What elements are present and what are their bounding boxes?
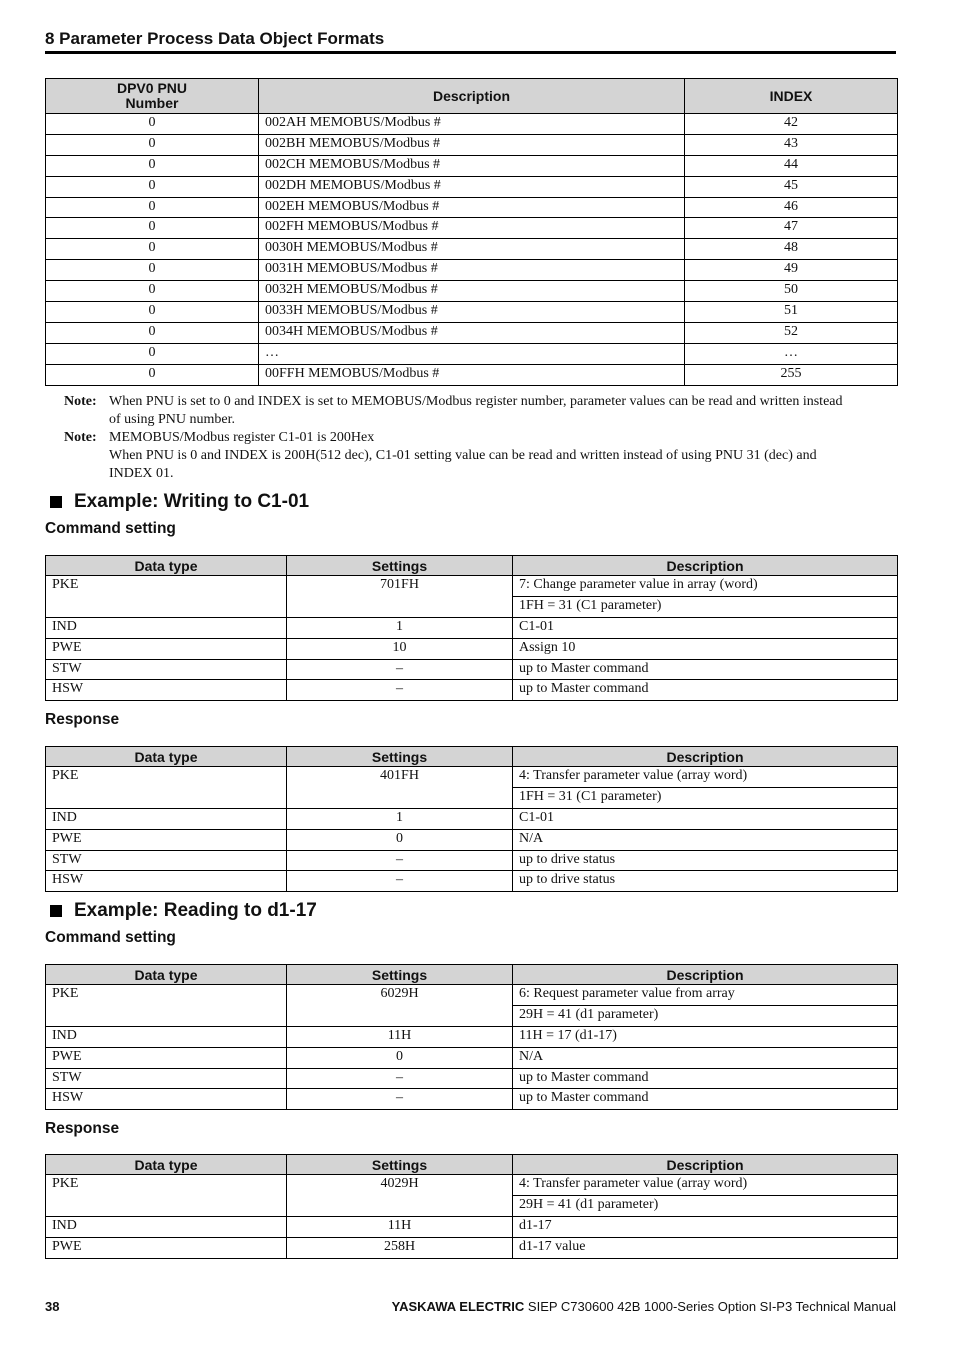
index-cell: 48 bbox=[685, 239, 898, 260]
description-cell: 29H = 41 (d1 parameter) bbox=[513, 1005, 898, 1026]
description-cell: 002CH MEMOBUS/Modbus # bbox=[259, 155, 685, 176]
table-row bbox=[46, 871, 898, 892]
section-heading-read bbox=[50, 900, 317, 922]
description-cell: d1-17 value bbox=[513, 1237, 898, 1258]
data-type-cell: STW bbox=[46, 659, 287, 680]
description-cell: 4: Transfer parameter value (array word) bbox=[513, 767, 898, 788]
table-row bbox=[46, 680, 898, 701]
header-row bbox=[46, 556, 898, 576]
column-header-settings: Settings bbox=[287, 1155, 513, 1175]
column-header-description: Description bbox=[513, 556, 898, 576]
description-cell: C1-01 bbox=[513, 617, 898, 638]
data-type-cell: IND bbox=[46, 1026, 287, 1047]
description-cell: 4: Transfer parameter value (array word) bbox=[513, 1175, 898, 1196]
square-bullet-icon bbox=[50, 905, 62, 917]
pnu-cell: 0 bbox=[46, 281, 259, 302]
settings-cell: 11H bbox=[287, 1216, 513, 1237]
description-cell: N/A bbox=[513, 1047, 898, 1068]
settings-cell: – bbox=[287, 659, 513, 680]
table-row bbox=[46, 829, 898, 850]
table-row bbox=[46, 850, 898, 871]
table-row bbox=[46, 218, 898, 239]
description-cell: … bbox=[259, 343, 685, 364]
description-cell: 0034H MEMOBUS/Modbus # bbox=[259, 322, 685, 343]
description-cell: 1FH = 31 (C1 parameter) bbox=[513, 596, 898, 617]
pnu-cell: 0 bbox=[46, 260, 259, 281]
settings-cell: 401FH bbox=[287, 767, 513, 809]
footer-manual-title bbox=[392, 1299, 896, 1314]
write-command-heading: Command setting bbox=[45, 520, 176, 537]
read-response-heading: Response bbox=[45, 1120, 120, 1137]
footer-manual-text: SIEP C730600 42B 1000-Series Option SI-P3 Technical Manual bbox=[524, 1299, 896, 1314]
description-cell: up to drive status bbox=[513, 850, 898, 871]
description-cell: 00FFH MEMOBUS/Modbus # bbox=[259, 364, 685, 385]
column-header-dpv0-pnu-text: DPV0 PNU Number bbox=[116, 80, 188, 111]
description-cell: up to drive status bbox=[513, 871, 898, 892]
page-header-title: 8 Parameter Process Data Object Formats bbox=[45, 29, 896, 54]
settings-cell: 258H bbox=[287, 1237, 513, 1258]
settings-cell: 0 bbox=[287, 1047, 513, 1068]
description-cell: 0032H MEMOBUS/Modbus # bbox=[259, 281, 685, 302]
index-cell: 50 bbox=[685, 281, 898, 302]
index-cell: 47 bbox=[685, 218, 898, 239]
pnu-cell: 0 bbox=[46, 134, 259, 155]
description-cell: N/A bbox=[513, 829, 898, 850]
settings-cell: – bbox=[287, 1089, 513, 1110]
column-header-description: Description bbox=[513, 1155, 898, 1175]
table-row bbox=[46, 1089, 898, 1110]
column-header-data-type: Data type bbox=[46, 556, 287, 576]
index-cell: 52 bbox=[685, 322, 898, 343]
write-response-heading: Response bbox=[45, 711, 120, 728]
read-response-table bbox=[45, 1154, 898, 1259]
data-type-cell: HSW bbox=[46, 1089, 287, 1110]
note-2 bbox=[64, 429, 854, 483]
description-cell: 0031H MEMOBUS/Modbus # bbox=[259, 260, 685, 281]
column-header-index: INDEX bbox=[685, 79, 898, 114]
data-type-cell: PKE bbox=[46, 767, 287, 809]
pnu-cell: 0 bbox=[46, 239, 259, 260]
table-row bbox=[46, 302, 898, 323]
data-type-cell: PKE bbox=[46, 576, 287, 618]
pnu-cell: 0 bbox=[46, 218, 259, 239]
description-cell: C1-01 bbox=[513, 808, 898, 829]
data-type-cell: PWE bbox=[46, 1237, 287, 1258]
section-heading-write-text: Example: Writing to C1-01 bbox=[74, 491, 310, 512]
index-cell: 44 bbox=[685, 155, 898, 176]
settings-cell: – bbox=[287, 850, 513, 871]
note-1-line-1: When PNU is set to 0 and INDEX is set to MEMOBUS/Modbus register number, parameter values can be read and written instead of using PNU number. bbox=[109, 394, 843, 427]
read-command-table bbox=[45, 964, 898, 1110]
data-type-cell: HSW bbox=[46, 871, 287, 892]
table-row bbox=[46, 808, 898, 829]
settings-cell: 4029H bbox=[287, 1175, 513, 1217]
description-cell: 1FH = 31 (C1 parameter) bbox=[513, 787, 898, 808]
description-cell: 6: Request parameter value from array bbox=[513, 985, 898, 1006]
table-row bbox=[46, 155, 898, 176]
column-header-data-type: Data type bbox=[46, 747, 287, 767]
settings-cell: – bbox=[287, 871, 513, 892]
description-cell: 11H = 17 (d1-17) bbox=[513, 1026, 898, 1047]
note-2-line-1: MEMOBUS/Modbus register C1-01 is 200Hex bbox=[109, 430, 375, 445]
data-type-cell: PWE bbox=[46, 829, 287, 850]
square-bullet-icon bbox=[50, 496, 62, 508]
column-header-dpv0-pnu bbox=[46, 79, 259, 114]
table-row bbox=[46, 1047, 898, 1068]
index-cell: 51 bbox=[685, 302, 898, 323]
table-row bbox=[46, 239, 898, 260]
pnu-cell: 0 bbox=[46, 176, 259, 197]
description-cell: up to Master command bbox=[513, 1068, 898, 1089]
read-command-heading: Command setting bbox=[45, 929, 176, 946]
pnu-index-table bbox=[45, 78, 898, 386]
column-header-settings: Settings bbox=[287, 556, 513, 576]
pnu-cell: 0 bbox=[46, 155, 259, 176]
pnu-cell: 0 bbox=[46, 322, 259, 343]
table-row bbox=[46, 1026, 898, 1047]
table-row bbox=[46, 1175, 898, 1196]
settings-cell: 701FH bbox=[287, 576, 513, 618]
data-type-cell: IND bbox=[46, 617, 287, 638]
column-header-settings: Settings bbox=[287, 747, 513, 767]
index-cell: 46 bbox=[685, 197, 898, 218]
table-row bbox=[46, 176, 898, 197]
header-row bbox=[46, 747, 898, 767]
table-row bbox=[46, 638, 898, 659]
data-type-cell: HSW bbox=[46, 680, 287, 701]
description-cell: Assign 10 bbox=[513, 638, 898, 659]
note-2-label: Note: bbox=[64, 430, 97, 445]
table-row bbox=[46, 260, 898, 281]
pnu-cell: 0 bbox=[46, 114, 259, 135]
column-header-description: Description bbox=[259, 79, 685, 114]
description-cell: 29H = 41 (d1 parameter) bbox=[513, 1195, 898, 1216]
table-row bbox=[46, 281, 898, 302]
index-cell: 49 bbox=[685, 260, 898, 281]
data-type-cell: PKE bbox=[46, 1175, 287, 1217]
pnu-cell: 0 bbox=[46, 197, 259, 218]
header-row bbox=[46, 965, 898, 985]
data-type-cell: STW bbox=[46, 1068, 287, 1089]
description-cell: up to Master command bbox=[513, 659, 898, 680]
index-cell: 45 bbox=[685, 176, 898, 197]
column-header-data-type: Data type bbox=[46, 965, 287, 985]
table-row bbox=[46, 134, 898, 155]
column-header-data-type: Data type bbox=[46, 1155, 287, 1175]
description-cell: up to Master command bbox=[513, 680, 898, 701]
table-row bbox=[46, 985, 898, 1006]
description-cell: 0033H MEMOBUS/Modbus # bbox=[259, 302, 685, 323]
settings-cell: 0 bbox=[287, 829, 513, 850]
section-heading-write bbox=[50, 491, 309, 513]
description-cell: 002FH MEMOBUS/Modbus # bbox=[259, 218, 685, 239]
index-cell: 42 bbox=[685, 114, 898, 135]
footer-brand: YASKAWA ELECTRIC bbox=[391, 1299, 525, 1314]
index-cell: … bbox=[685, 343, 898, 364]
description-cell: 002EH MEMOBUS/Modbus # bbox=[259, 197, 685, 218]
pnu-cell: 0 bbox=[46, 302, 259, 323]
description-cell: d1-17 bbox=[513, 1216, 898, 1237]
table-row bbox=[46, 659, 898, 680]
note-2-line-2: When PNU is 0 and INDEX is 200H(512 dec), C1-01 setting value can be read and written instead of using PNU 31 (dec) and INDEX 01. bbox=[109, 448, 817, 481]
table-row bbox=[46, 1068, 898, 1089]
settings-cell: – bbox=[287, 1068, 513, 1089]
data-type-cell: PWE bbox=[46, 1047, 287, 1068]
settings-cell: 1 bbox=[287, 617, 513, 638]
index-cell: 43 bbox=[685, 134, 898, 155]
data-type-cell: IND bbox=[46, 1216, 287, 1237]
settings-cell: 11H bbox=[287, 1026, 513, 1047]
settings-cell: – bbox=[287, 680, 513, 701]
notes-block bbox=[64, 393, 854, 483]
description-cell: 7: Change parameter value in array (word) bbox=[513, 576, 898, 597]
write-response-table bbox=[45, 746, 898, 892]
description-cell: 0030H MEMOBUS/Modbus # bbox=[259, 239, 685, 260]
settings-cell: 1 bbox=[287, 808, 513, 829]
header-row bbox=[46, 1155, 898, 1175]
table-row bbox=[46, 767, 898, 788]
description-cell: 002BH MEMOBUS/Modbus # bbox=[259, 134, 685, 155]
note-1-label: Note: bbox=[64, 394, 97, 409]
table-row bbox=[46, 576, 898, 597]
data-type-cell: IND bbox=[46, 808, 287, 829]
write-command-table bbox=[45, 555, 898, 701]
note-1 bbox=[64, 393, 854, 429]
table-row bbox=[46, 114, 898, 135]
table-row bbox=[46, 343, 898, 364]
table-row bbox=[46, 197, 898, 218]
table-row bbox=[46, 617, 898, 638]
pnu-cell: 0 bbox=[46, 364, 259, 385]
data-type-cell: PKE bbox=[46, 985, 287, 1027]
index-cell: 255 bbox=[685, 364, 898, 385]
column-header-description: Description bbox=[513, 965, 898, 985]
column-header-settings: Settings bbox=[287, 965, 513, 985]
section-heading-read-text: Example: Reading to d1-17 bbox=[74, 900, 317, 921]
pnu-cell: 0 bbox=[46, 343, 259, 364]
settings-cell: 10 bbox=[287, 638, 513, 659]
settings-cell: 6029H bbox=[287, 985, 513, 1027]
table-row bbox=[46, 322, 898, 343]
page-number: 38 bbox=[45, 1299, 60, 1314]
column-header-description: Description bbox=[513, 747, 898, 767]
table-row bbox=[46, 1216, 898, 1237]
data-type-cell: PWE bbox=[46, 638, 287, 659]
description-cell: 002AH MEMOBUS/Modbus # bbox=[259, 114, 685, 135]
description-cell: 002DH MEMOBUS/Modbus # bbox=[259, 176, 685, 197]
table-row bbox=[46, 364, 898, 385]
table-row bbox=[46, 1237, 898, 1258]
description-cell: up to Master command bbox=[513, 1089, 898, 1110]
data-type-cell: STW bbox=[46, 850, 287, 871]
